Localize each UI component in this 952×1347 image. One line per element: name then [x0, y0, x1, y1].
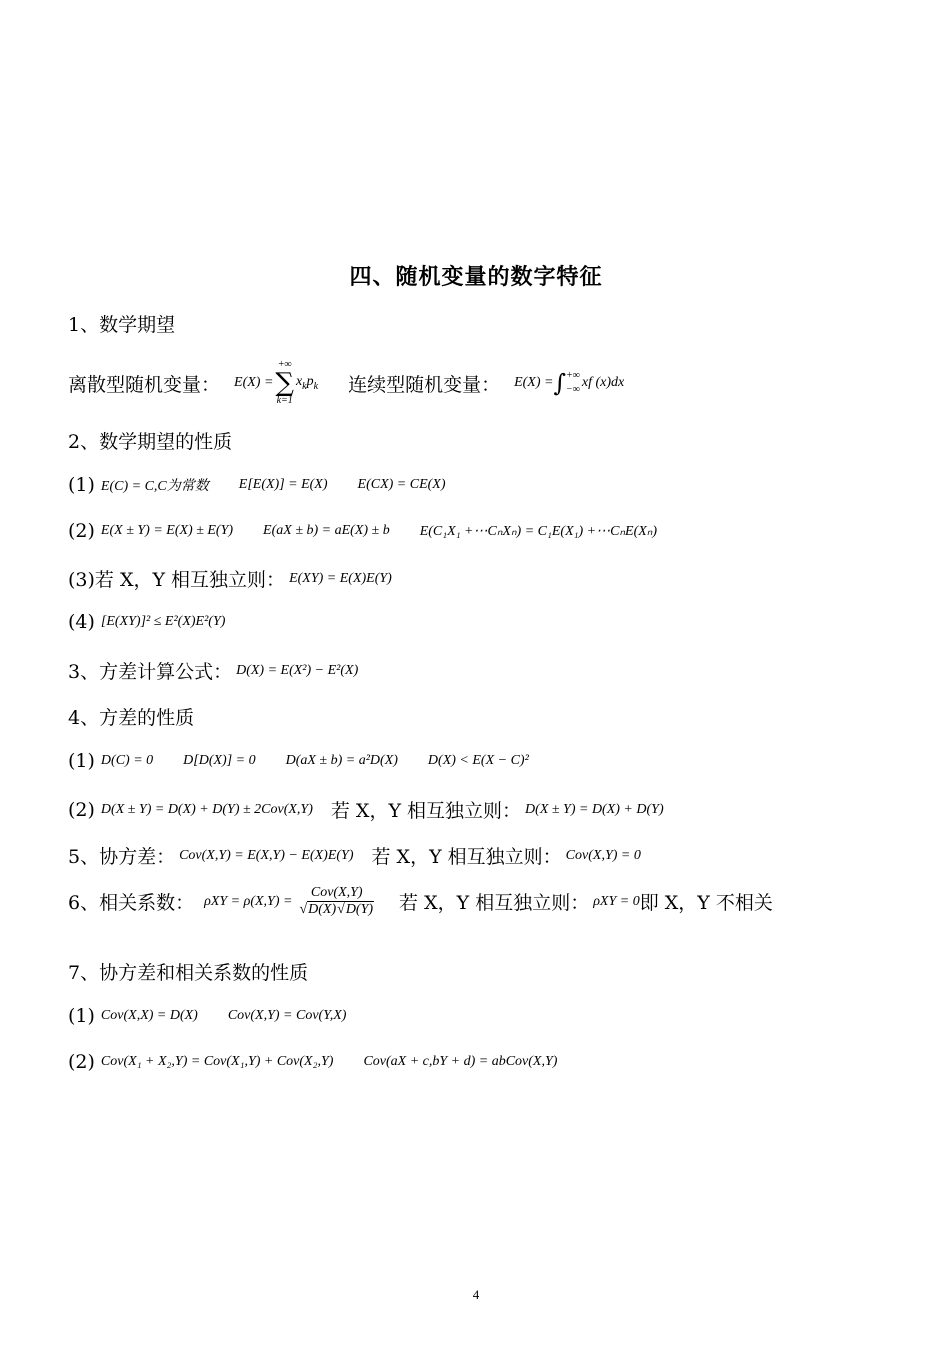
discrete-lhs: E(X) =	[234, 375, 274, 390]
continuous-lhs: E(X) =	[514, 375, 554, 390]
formula: D(X ± Y) = D(X) + D(Y)	[525, 801, 664, 817]
sum-upper-limit: +∞	[277, 359, 292, 370]
page-number: 4	[472, 1287, 480, 1302]
item-label: (2)	[68, 798, 95, 821]
item-text-tail: 即 X，Y 不相关	[639, 892, 773, 914]
formula: E(aX ± b) = aE(X) ± b	[263, 523, 390, 538]
summation-symbol: +∞ ∑ k=1	[275, 359, 294, 406]
heading-text: 7、协方差和相关系数的性质	[68, 962, 309, 984]
variance-property-1	[68, 750, 529, 772]
formula: E(XY) = E(X)E(Y)	[289, 570, 392, 586]
formula: Cov(X,Y) = E(X,Y) − E(X)E(Y)	[179, 847, 354, 863]
formula-lhs: ρXY = ρ(X,Y) =	[204, 893, 293, 909]
continuous-label: 连续型随机变量：	[348, 373, 501, 396]
formula: E(CX) = CE(X)	[357, 477, 446, 492]
heading-text: 3、方差计算公式：	[68, 661, 233, 683]
correlation-line	[68, 885, 773, 918]
formula: Cov(X₁ + X₂,Y) = Cov(X₁,Y) + Cov(X₂,Y)	[100, 1054, 334, 1069]
discrete-label: 离散型随机变量：	[68, 373, 221, 396]
expectation-property-4	[68, 611, 225, 633]
formula: Cov(aX + c,bY + d) = abCov(X,Y)	[363, 1054, 558, 1069]
fraction-numerator: Cov(X,Y)	[307, 885, 367, 902]
variance-formula-line	[68, 657, 358, 684]
item-text: 若 X，Y 相互独立则：	[371, 846, 562, 868]
fraction-denominator: √D(X)√D(Y)	[299, 902, 374, 917]
covariance-property-2	[68, 1051, 557, 1073]
heading-text: 6、相关系数：	[68, 892, 195, 914]
heading-text: 4、方差的性质	[68, 707, 195, 729]
integral-symbol: ∫ +∞ −∞	[553, 369, 580, 397]
formula: E[E(X)] = E(X)	[238, 477, 328, 492]
covariance-property-1	[68, 1005, 346, 1027]
expectation-property-2	[68, 520, 657, 542]
expectation-property-3	[68, 565, 392, 592]
formula: ρXY = 0	[593, 893, 640, 909]
item-label: (2)	[68, 1051, 95, 1073]
variance-property-2	[68, 796, 664, 823]
discrete-term: $x_kp_k$	[295, 374, 319, 392]
int-upper-limit: +∞	[565, 370, 580, 381]
item-label: (1)	[68, 750, 95, 772]
item-text: 若 X，Y 相互独立则：	[399, 892, 590, 914]
item-text: 若 X，Y 相互独立则：	[330, 800, 522, 822]
formula: D(X ± Y) = D(X) + D(Y) ± 2Cov(X,Y)	[100, 801, 313, 817]
formula: D[D(X)] = 0	[183, 753, 256, 768]
heading-text: 5、协方差：	[68, 846, 176, 868]
formula: E(C) = C,C为常数	[100, 479, 209, 494]
heading-covariance-properties	[68, 958, 308, 985]
formula: D(C) = 0	[100, 753, 154, 768]
item-label: (1)	[68, 1005, 95, 1027]
section-title: 四、随机变量的数字特征	[349, 264, 603, 290]
formula: Cov(X,Y) = Cov(Y,X)	[227, 1008, 347, 1023]
formula: D(X) = E(X²) − E²(X)	[236, 662, 359, 678]
sum-lower-limit: k=1	[276, 395, 293, 406]
formula: [E(XY)]² ≤ E²(X)E²(Y)	[100, 614, 226, 629]
formula: D(X) < E(X − C)²	[427, 753, 529, 768]
heading-text: 2、数学期望的性质	[68, 431, 233, 453]
item-label: (4)	[68, 611, 95, 633]
item-label: (1)	[68, 474, 95, 496]
expectation-property-1	[68, 474, 446, 496]
continuous-integrand: xf (x)dx	[581, 375, 625, 390]
formula: E(C₁X₁ +⋯CₙXₙ) = C₁E(X₁) +⋯CₙE(Xₙ)	[419, 523, 658, 539]
heading-expectation-properties	[68, 427, 232, 454]
formula: Cov(X,Y) = 0	[565, 847, 641, 863]
heading-variance-properties	[68, 703, 194, 730]
covariance-line	[68, 842, 641, 869]
item-label: (2)	[68, 520, 95, 542]
formula: E(X ± Y) = E(X) ± E(Y)	[100, 523, 234, 538]
item-text: (3)若 X，Y 相互独立则：	[68, 569, 286, 591]
correlation-fraction	[295, 885, 378, 918]
heading-text: 1、数学期望	[68, 314, 176, 336]
formula: D(aX ± b) = a²D(X)	[285, 753, 398, 768]
expectation-definitions	[68, 360, 624, 406]
heading-expectation	[68, 310, 175, 337]
formula: Cov(X,X) = D(X)	[100, 1008, 198, 1023]
int-lower-limit: −∞	[565, 384, 580, 395]
